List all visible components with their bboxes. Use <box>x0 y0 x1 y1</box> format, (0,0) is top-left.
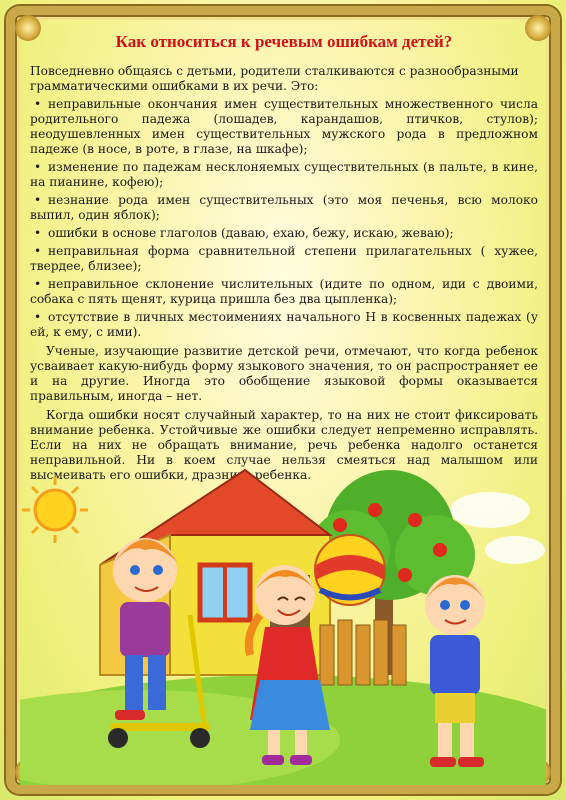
ball-icon <box>315 535 385 605</box>
page-title: Как относиться к речевым ошибкам детей? <box>115 32 453 51</box>
error-list <box>30 97 538 340</box>
article <box>30 32 538 483</box>
list-item: • ошибки в основе глаголов (даваю, ехаю, бежу, искаю, жеваю); <box>30 226 538 241</box>
list-item: • неправильное склонение числительных (идите по одном, иди с двоими, собака с пять щенят, курица пришла без два цыпленка); <box>30 277 538 307</box>
intro-text: Повседневно общаясь с детьми, родители сталкиваются с разнообразными грамматическими ошибками в их речи. Это: <box>30 64 519 93</box>
sun-icon <box>22 477 88 543</box>
list-item: • незнание рода имен существительных (это моя печенья, всю молоко выпил, один яблок); <box>30 193 538 223</box>
list-item: • неправильные окончания имен существительных множественного числа родительного падежа (лошадев, карандашов, птичков, стулов); неодушевленных имен существительных мужского рода в предложном падеже (в носе, в роте, в глазе, на шкафе); <box>30 97 538 157</box>
list-item: • изменение по падежам несклоняемых существительных (в пальте, в кине, на пианине, кофею); <box>30 160 538 190</box>
paragraph: Ученые, изучающие развитие детской речи, отмечают, что когда ребенок усваивает какую-нибудь форму языкового значения, то он распространяет ее и на другие. Иногда это обобщение языковой формы оказывается правильным, иногда – нет. <box>30 344 538 403</box>
list-item: • отсутствие в личных местоимениях начального Н в косвенных падежах (у ей, к ему, с ими). <box>30 310 538 340</box>
children-playing-illustration <box>20 455 546 785</box>
list-item: • неправильная форма сравнительной степени прилагательных ( хужее, твердее, близее); <box>30 244 538 274</box>
paragraph: Когда ошибки носят случайный характер, то на них не стоит фиксировать внимание ребенка. Устойчивые же ошибки следует непременно исправлять. Если на них не обращать внимание, речь ребенка надолго останется неправильной. Ни в коем случае нельзя смеяться над малышом или высмеивать его ошибки, дразнить ребенка. <box>30 408 538 482</box>
fence <box>320 620 406 685</box>
